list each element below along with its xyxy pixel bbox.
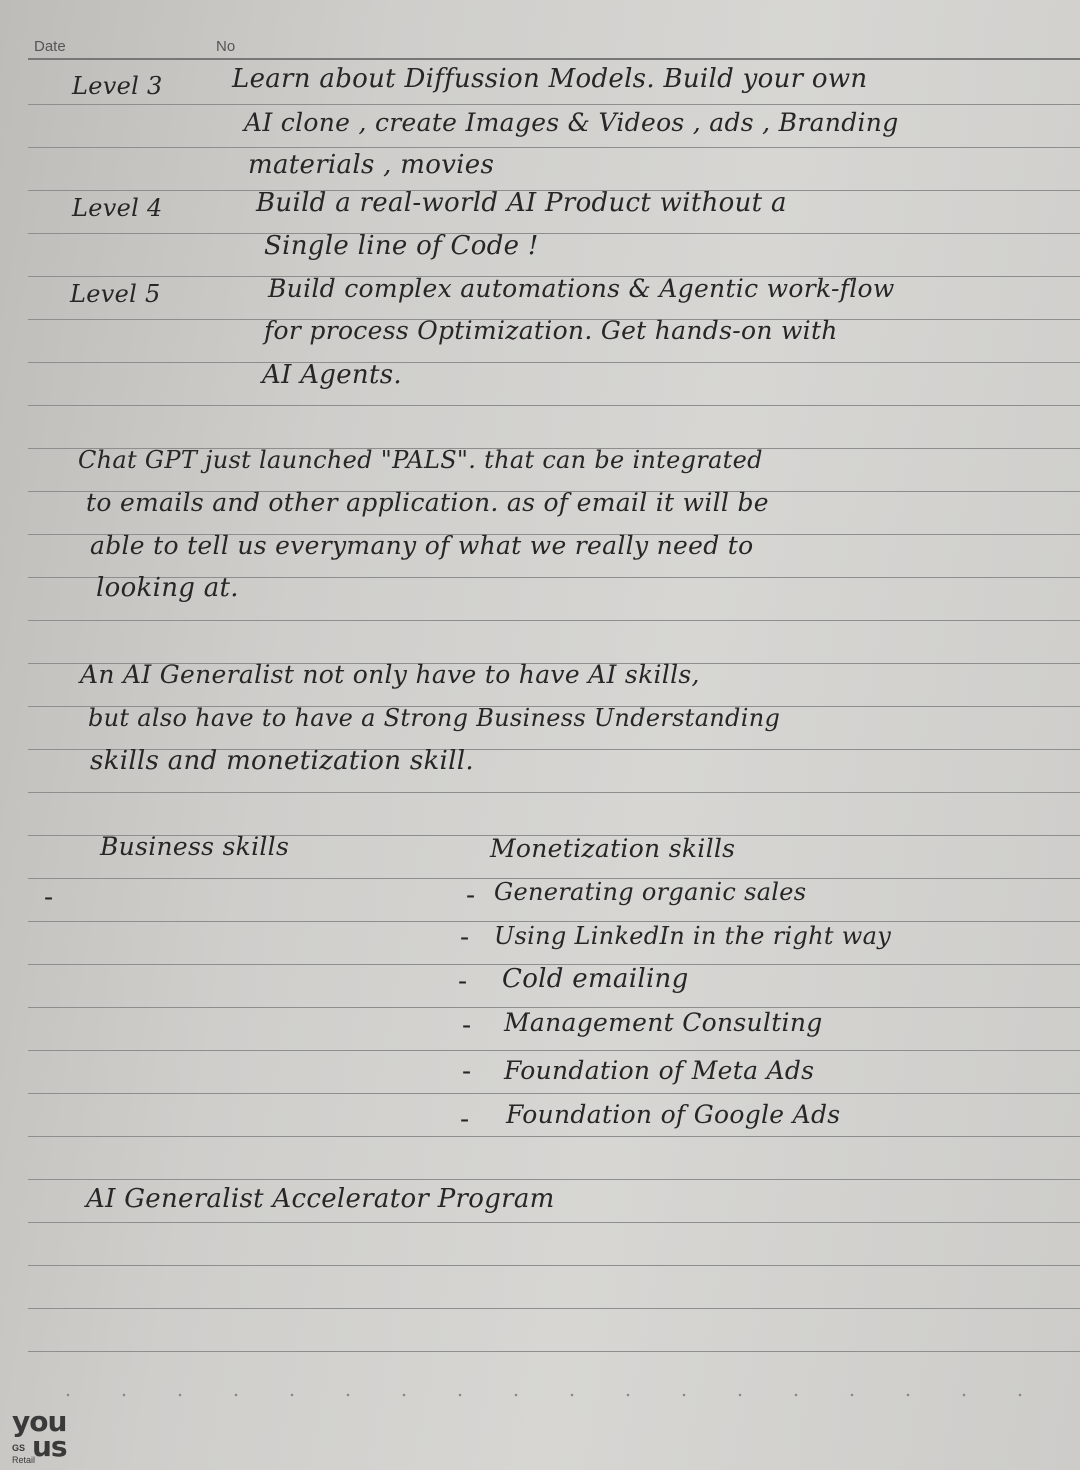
generalist-note-line-2: but also have to have a Strong Business Understanding [88, 704, 781, 732]
ruled-line [28, 405, 1080, 406]
level-3-line-3: materials , movies [248, 150, 495, 180]
no-label: No [216, 38, 236, 55]
ruled-line [28, 1136, 1080, 1137]
level-4-label: Level 4 [72, 194, 163, 222]
level-3-label: Level 3 [72, 72, 163, 100]
business-skills-heading: Business skills [100, 832, 290, 861]
skill-item: Generating organic sales [494, 878, 807, 906]
ruled-line [28, 1308, 1080, 1309]
bullet-dash: - [44, 882, 54, 913]
level-3-line-2: AI clone , create Images & Videos , ads , Branding [244, 108, 899, 137]
generalist-note-line-1: An AI Generalist not only have to have AI skills, [80, 660, 700, 689]
generalist-note-line-3: skills and monetization skill. [90, 746, 474, 776]
level-3-line-1: Learn about Diffussion Models. Build your own [232, 64, 868, 94]
level-5-line-3: AI Agents. [262, 360, 402, 390]
skill-item: Cold emailing [502, 964, 689, 994]
level-5-line-2: for process Optimization. Get hands-on with [264, 316, 838, 345]
ruled-line [28, 362, 1080, 363]
level-4-line-2: Single line of Code ! [264, 231, 539, 261]
ruled-line [28, 1351, 1080, 1352]
skill-item: Foundation of Google Ads [506, 1100, 841, 1129]
date-label: Date [34, 38, 66, 55]
chatgpt-note-line-3: able to tell us everymany of what we really need to [90, 531, 754, 560]
program-title: AI Generalist Accelerator Program [86, 1184, 555, 1214]
ruled-line [28, 1179, 1080, 1180]
ruled-line [28, 792, 1080, 793]
ruled-line [28, 620, 1080, 621]
bullet-dash: - [466, 880, 476, 911]
chatgpt-note-line-1: Chat GPT just launched "PALS". that can be integrated [78, 446, 763, 474]
ruled-line [28, 147, 1080, 148]
bullet-dash: - [458, 966, 468, 997]
brand-logo: you us GS Retail [12, 1405, 67, 1465]
ruled-line [28, 233, 1080, 234]
bullet-dash: - [462, 1056, 472, 1087]
ruled-line [28, 1265, 1080, 1266]
ruled-line [28, 58, 1080, 60]
level-4-line-1: Build a real-world AI Product without a [256, 188, 787, 218]
monetization-skills-heading: Monetization skills [490, 834, 736, 863]
chatgpt-note-line-2: to emails and other application. as of email it will be [86, 488, 769, 517]
level-5-label: Level 5 [70, 280, 161, 308]
skill-item: Management Consulting [504, 1008, 823, 1037]
ruled-line [28, 1050, 1080, 1051]
bullet-dash: - [462, 1010, 472, 1041]
chatgpt-note-line-4: looking at. [96, 573, 239, 603]
dotted-line [40, 1392, 1060, 1398]
bullet-dash: - [460, 1104, 470, 1135]
level-5-line-1: Build complex automations & Agentic work-flow [268, 274, 895, 303]
skill-item: Foundation of Meta Ads [504, 1056, 815, 1085]
ruled-line [28, 104, 1080, 105]
ruled-line [28, 1222, 1080, 1223]
skill-item: Using LinkedIn in the right way [494, 922, 892, 950]
bullet-dash: - [460, 922, 470, 953]
ruled-line [28, 1093, 1080, 1094]
